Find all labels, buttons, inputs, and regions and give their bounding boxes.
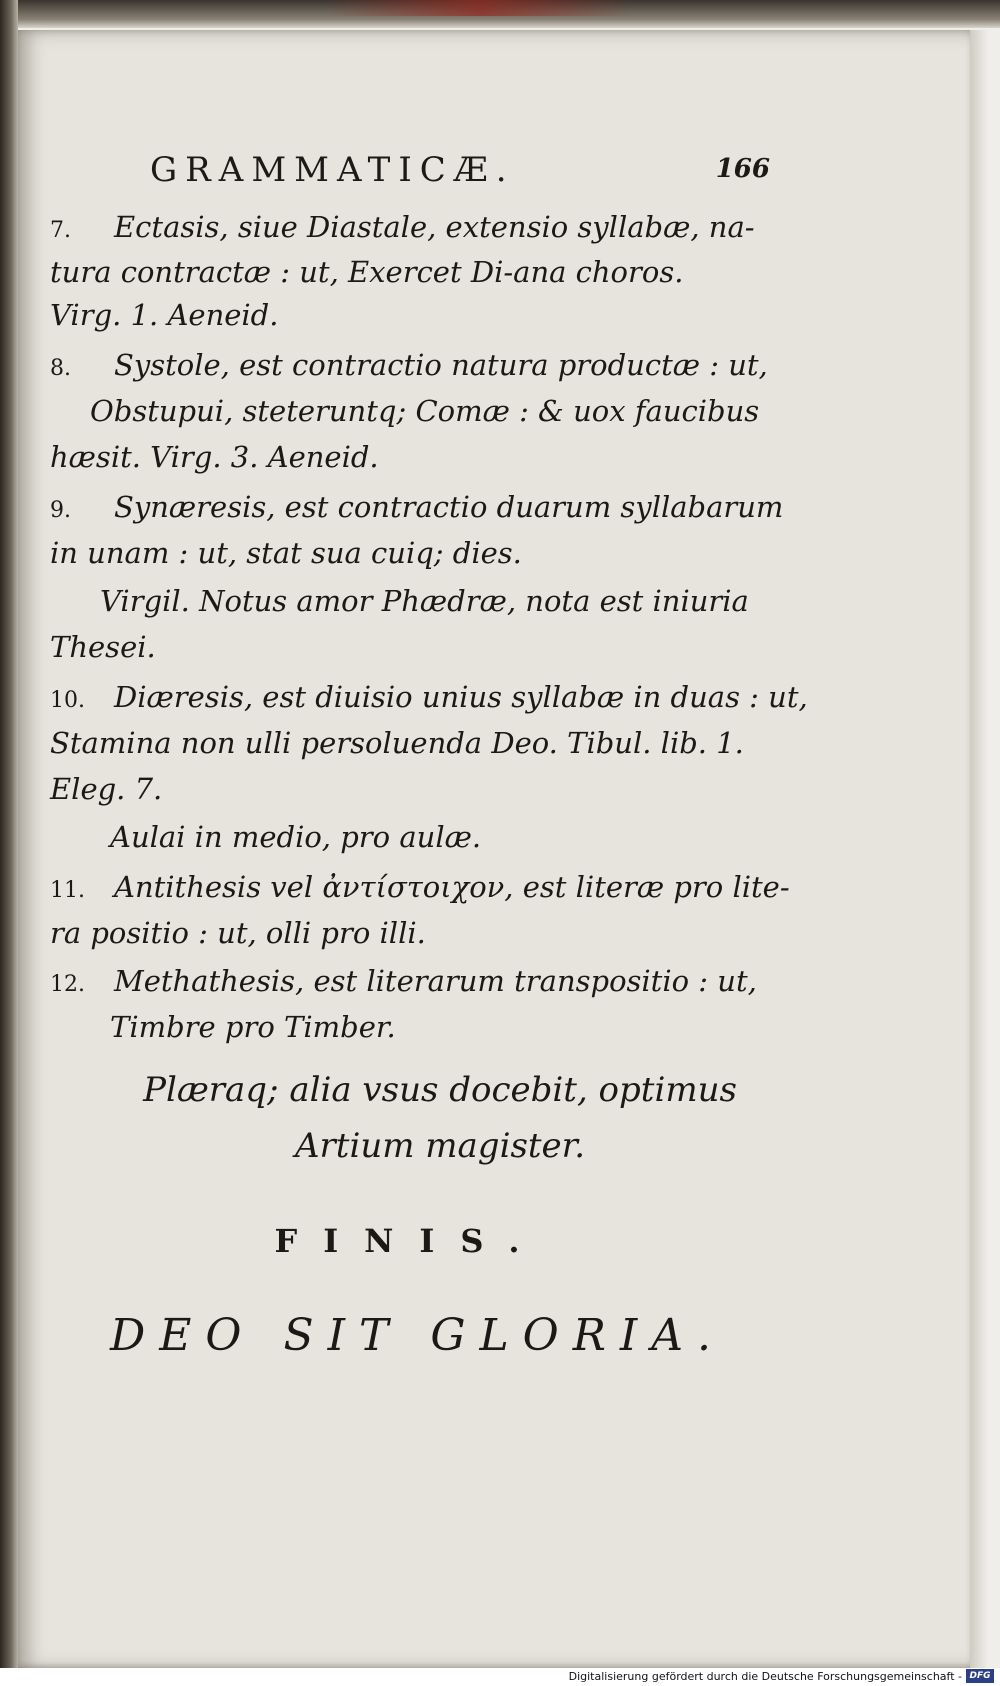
text-line <box>50 255 683 289</box>
rule-number: 9. <box>50 498 71 523</box>
text-line <box>50 870 790 904</box>
text-line <box>90 394 759 428</box>
line-text: Diæresis, est diuisio unius syllabæ in duas : ut, <box>114 680 808 714</box>
footer-credit: Digitalisierung gefördert durch die Deutsche Forschungsgemeinschaft - <box>568 1670 962 1683</box>
dfg-logo-icon: DFG <box>966 1669 994 1683</box>
text-line <box>50 440 379 474</box>
line-text: hæsit. Virg. 3. Aeneid. <box>50 440 379 474</box>
page-edge <box>970 30 988 1670</box>
text-line <box>110 1010 396 1044</box>
deo-sit-gloria: DEO SIT GLORIA. <box>110 1310 726 1361</box>
finis: FINIS. <box>274 1222 546 1260</box>
text-line <box>50 298 278 332</box>
line-text: Stamina non ulli persoluenda Deo. Tibul. lib. 1. <box>50 726 744 760</box>
text-line <box>50 210 755 244</box>
line-text: ra positio : ut, olli pro illi. <box>50 916 426 950</box>
book-binding <box>0 0 18 1686</box>
line-text: Methathesis, est literarum transpositio : ut, <box>114 964 757 998</box>
red-edge-band <box>330 0 630 16</box>
rule-number: 12. <box>50 972 85 997</box>
line-text: Thesei. <box>50 630 156 664</box>
text-line <box>50 630 156 664</box>
closing-line-2: Artium magister. <box>295 1126 585 1166</box>
text-line <box>50 726 744 760</box>
rule-number: 7. <box>50 218 71 243</box>
text-line <box>50 490 783 524</box>
text-line <box>110 820 481 854</box>
text-line <box>50 536 522 570</box>
running-head <box>150 150 770 200</box>
text-line <box>50 772 162 806</box>
text-line <box>100 584 749 618</box>
line-text: Virg. 1. Aeneid. <box>50 298 279 332</box>
line-text: in unam : ut, stat sua cuiq; dies. <box>50 536 522 570</box>
book-top-edge <box>0 0 1000 28</box>
line-text: tura contractæ : ut, Exercet Di-ana choros. <box>50 255 684 289</box>
closing-line-1: Plæraq; alia vsus docebit, optimus <box>143 1070 737 1110</box>
line-text: Obstupui, steteruntq; Comæ : & uox faucibus <box>90 394 760 428</box>
text-line <box>50 348 768 382</box>
line-text: Antithesis vel ἀντίστοιχον, est literæ pro lite- <box>114 870 790 904</box>
page-number: 166 <box>715 154 770 184</box>
line-text: Virgil. Notus amor Phædræ, nota est iniuria <box>100 584 749 618</box>
line-text: Timbre pro Timber. <box>110 1010 396 1044</box>
line-text: Eleg. 7. <box>50 772 163 806</box>
line-text: Synæresis, est contractio duarum syllabarum <box>114 490 784 524</box>
text-line <box>50 916 426 950</box>
line-text: Systole, est contractio natura productæ : ut, <box>114 348 768 382</box>
line-text: Aulai in medio, pro aulæ. <box>110 820 482 854</box>
text-line <box>50 680 808 714</box>
rule-number: 10. <box>50 688 85 713</box>
rule-number: 11. <box>50 878 85 903</box>
text-line <box>50 964 757 998</box>
rule-number: 8. <box>50 356 71 381</box>
running-title: GRAMMATICÆ. <box>150 150 515 190</box>
line-text: Ectasis, siue Diastale, extensio syllabæ, na- <box>114 210 755 244</box>
